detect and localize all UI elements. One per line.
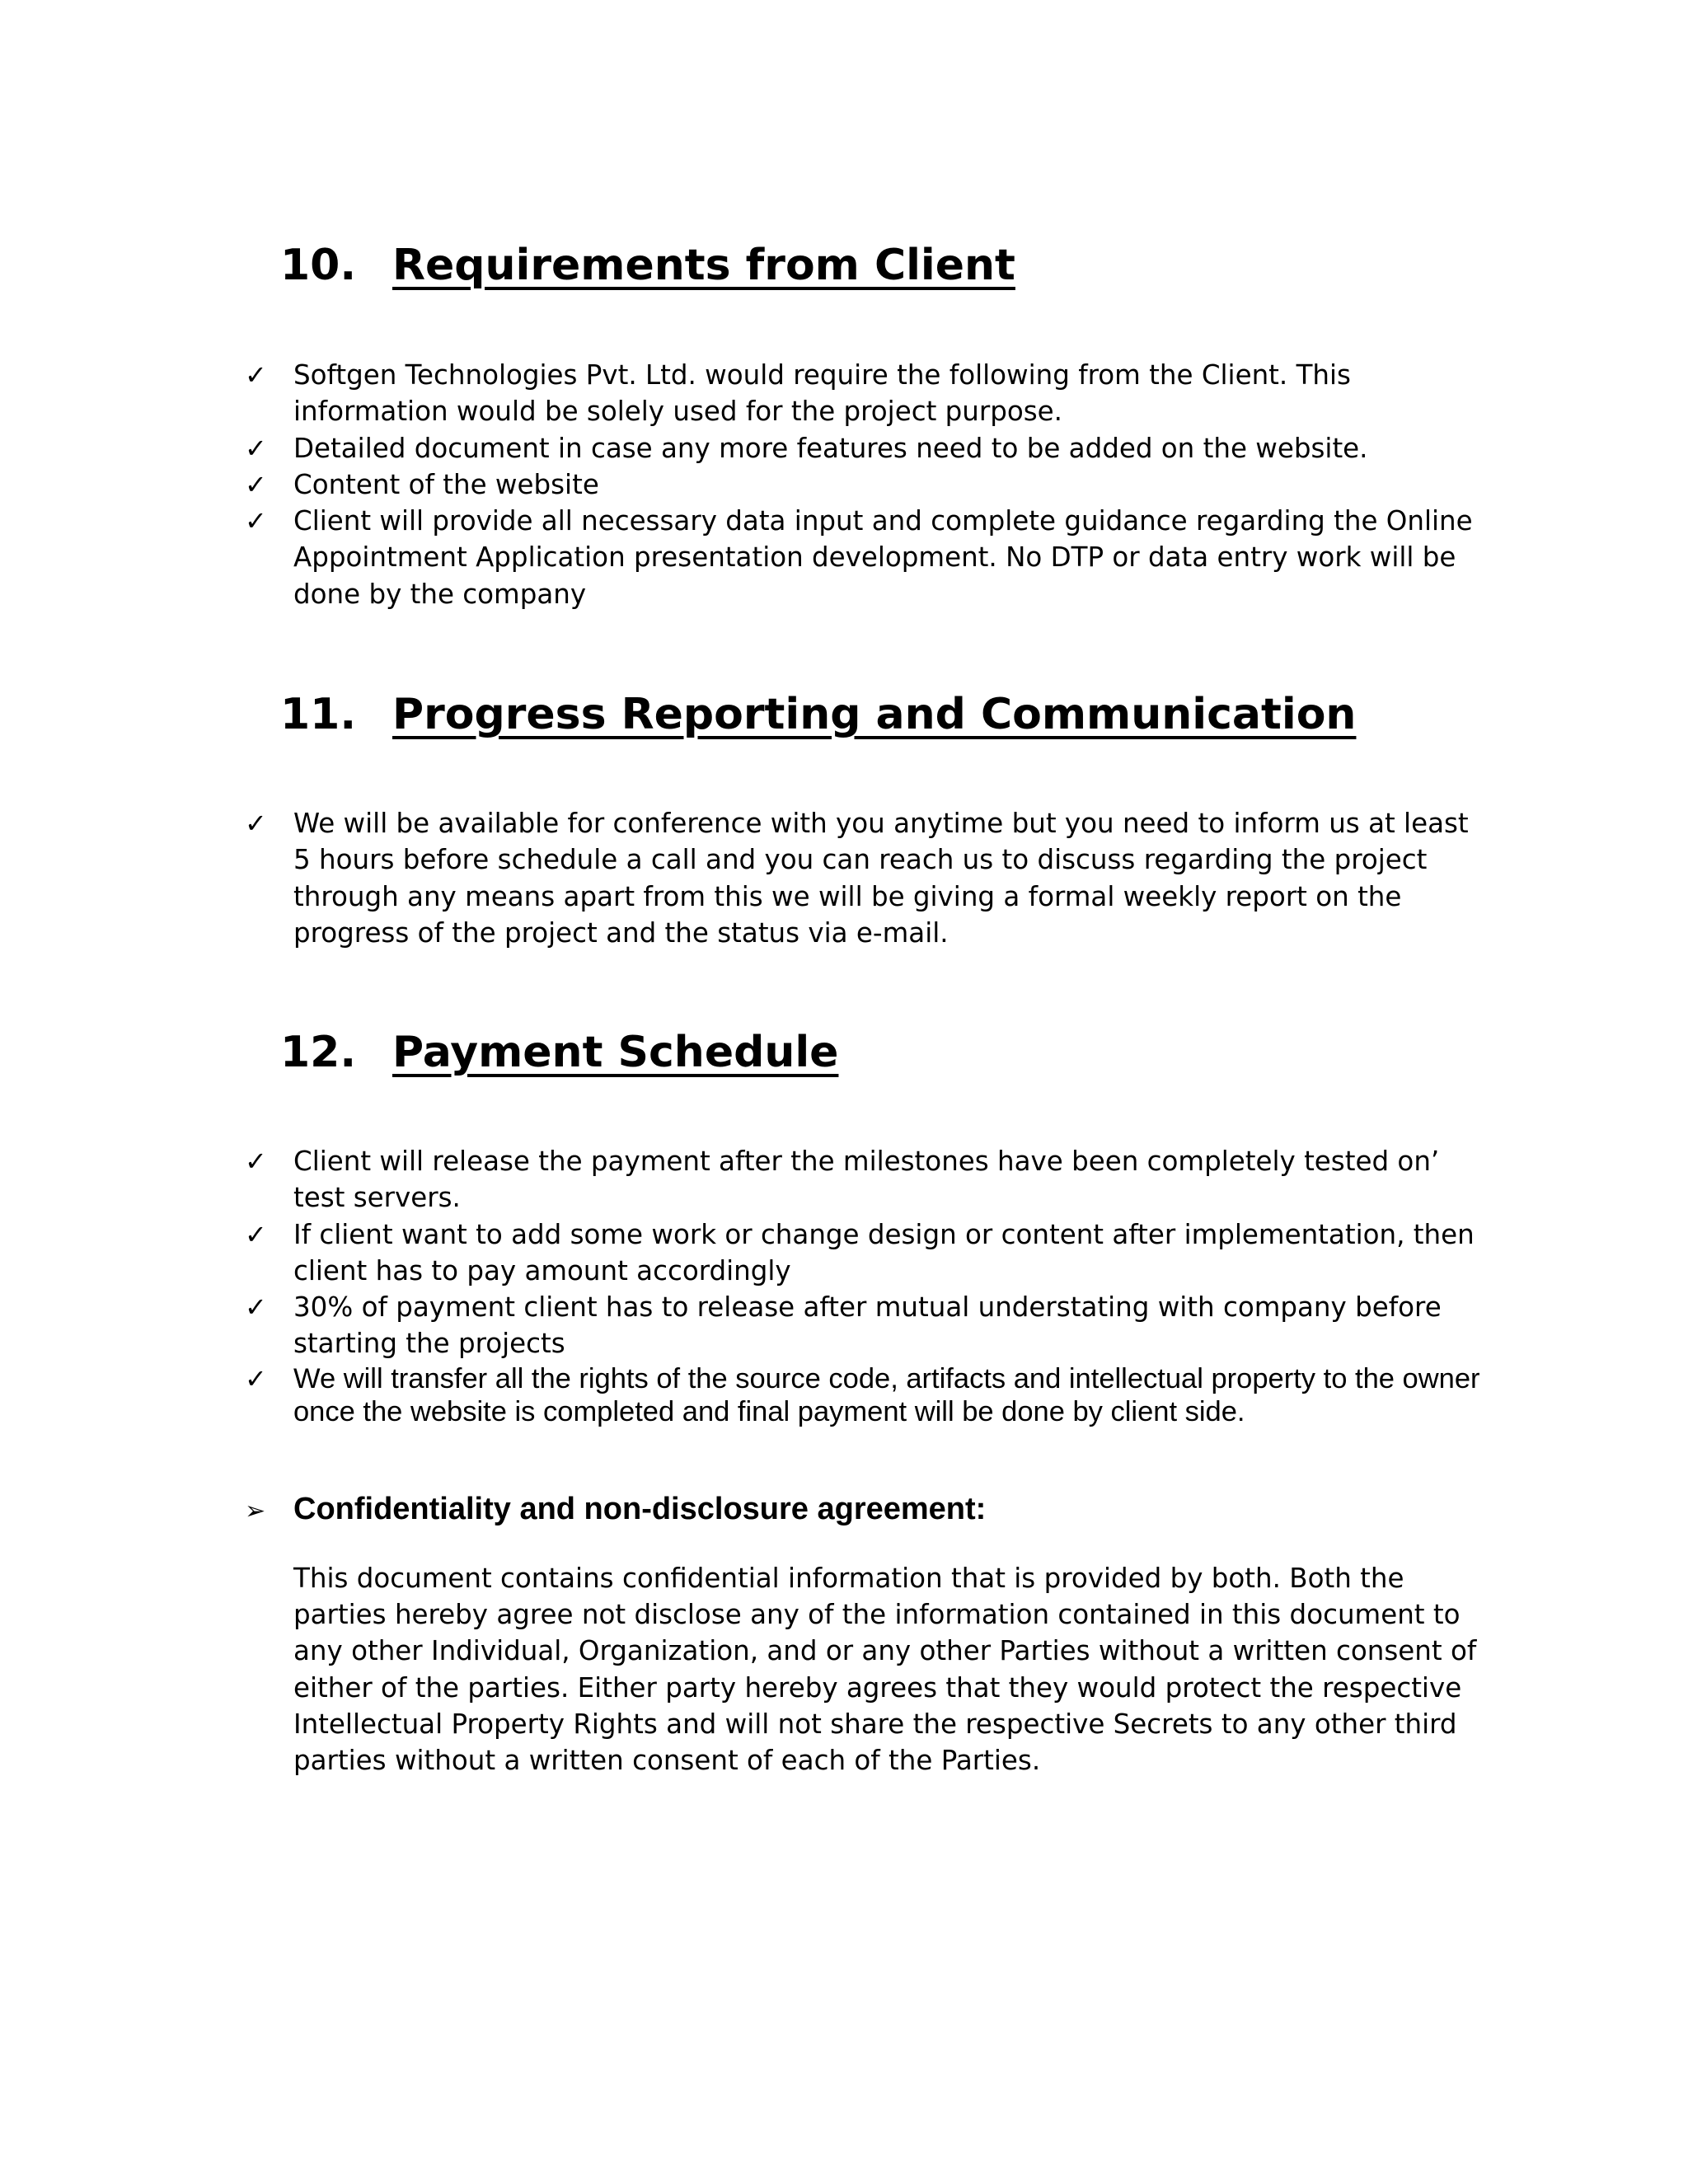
check-icon: ✓ [245,432,267,464]
list-item-text: If client want to add some work or change design or content after implementation, then client has to pay amount accordingly [293,1218,1475,1286]
list-item-text: 30% of payment client has to release after mutual understating with company before starting the projects [293,1291,1442,1360]
arrow-icon: ➢ [245,1497,266,1525]
section-number: 12. [280,1028,357,1077]
confidentiality-body: This document contains confidential information that is provided by both. Both the parties hereby agree not disclose any of the information contained in this document to any other Individual, Organization, and or any other Parties without a written consent of either of the parties. Either party hereby agrees that they would protect the respective Intellectual Property Rights and will not share the respective Secrets to any other third parties without a written consent of each of the Parties. [293,1563,1477,1777]
list-item [245,357,1481,430]
list-item-text: We will transfer all the rights of the source code, artifacts and intellectual property to the owner once the website is completed and final payment will be done by client side. [293,1362,1480,1427]
section-heading-11 [280,688,1356,741]
list-item [245,430,1481,466]
check-icon: ✓ [245,468,267,500]
check-icon: ✓ [245,505,267,537]
check-icon: ✓ [245,1363,267,1394]
list-item-text: We will be available for conference with you anytime but you need to inform us at least 5 hours before schedule a call and you can reach us to discuss regarding the project through any means apart from this we will be giving a formal weekly report on the progress of the project and the status via e-mail. [293,808,1469,949]
payment-list [245,1143,1481,1428]
check-icon: ✓ [245,1218,267,1250]
list-item [245,1143,1481,1216]
check-icon: ✓ [245,808,267,839]
section-heading-12 [280,1026,838,1079]
section-number: 11. [280,690,357,739]
section-number: 10. [280,241,357,290]
section-title: Payment Schedule [392,1028,839,1077]
list-item [245,1289,1481,1362]
list-item-text: Client will provide all necessary data input and complete guidance regarding the Online Appointment Application presentation development. No DTP or data entry work will be done by the company [293,505,1473,610]
list-item-text: Client will release the payment after the milestones have been completely tested on’ test servers. [293,1146,1440,1214]
progress-list [245,805,1481,951]
list-item [245,466,1481,503]
section-heading-10 [280,239,1015,292]
list-item [245,1362,1481,1428]
section-title: Progress Reporting and Communication [392,690,1357,739]
list-item-text: Content of the website [293,468,599,500]
check-icon: ✓ [245,1146,267,1177]
section-title: Requirements from Client [392,241,1015,290]
check-icon: ✓ [245,359,267,391]
list-item [245,503,1481,612]
list-item-text: Softgen Technologies Pvt. Ltd. would require the following from the Client. This information would be solely used for the project purpose. [293,359,1351,428]
check-icon: ✓ [245,1291,267,1324]
list-item-text: Detailed document in case any more features need to be added on the website. [293,432,1368,464]
list-item [245,805,1481,951]
confidentiality-heading [245,1488,986,1532]
list-item [245,1216,1481,1290]
requirements-list [245,357,1481,612]
confidentiality-title: Confidentiality and non-disclosure agreement: [293,1492,987,1526]
